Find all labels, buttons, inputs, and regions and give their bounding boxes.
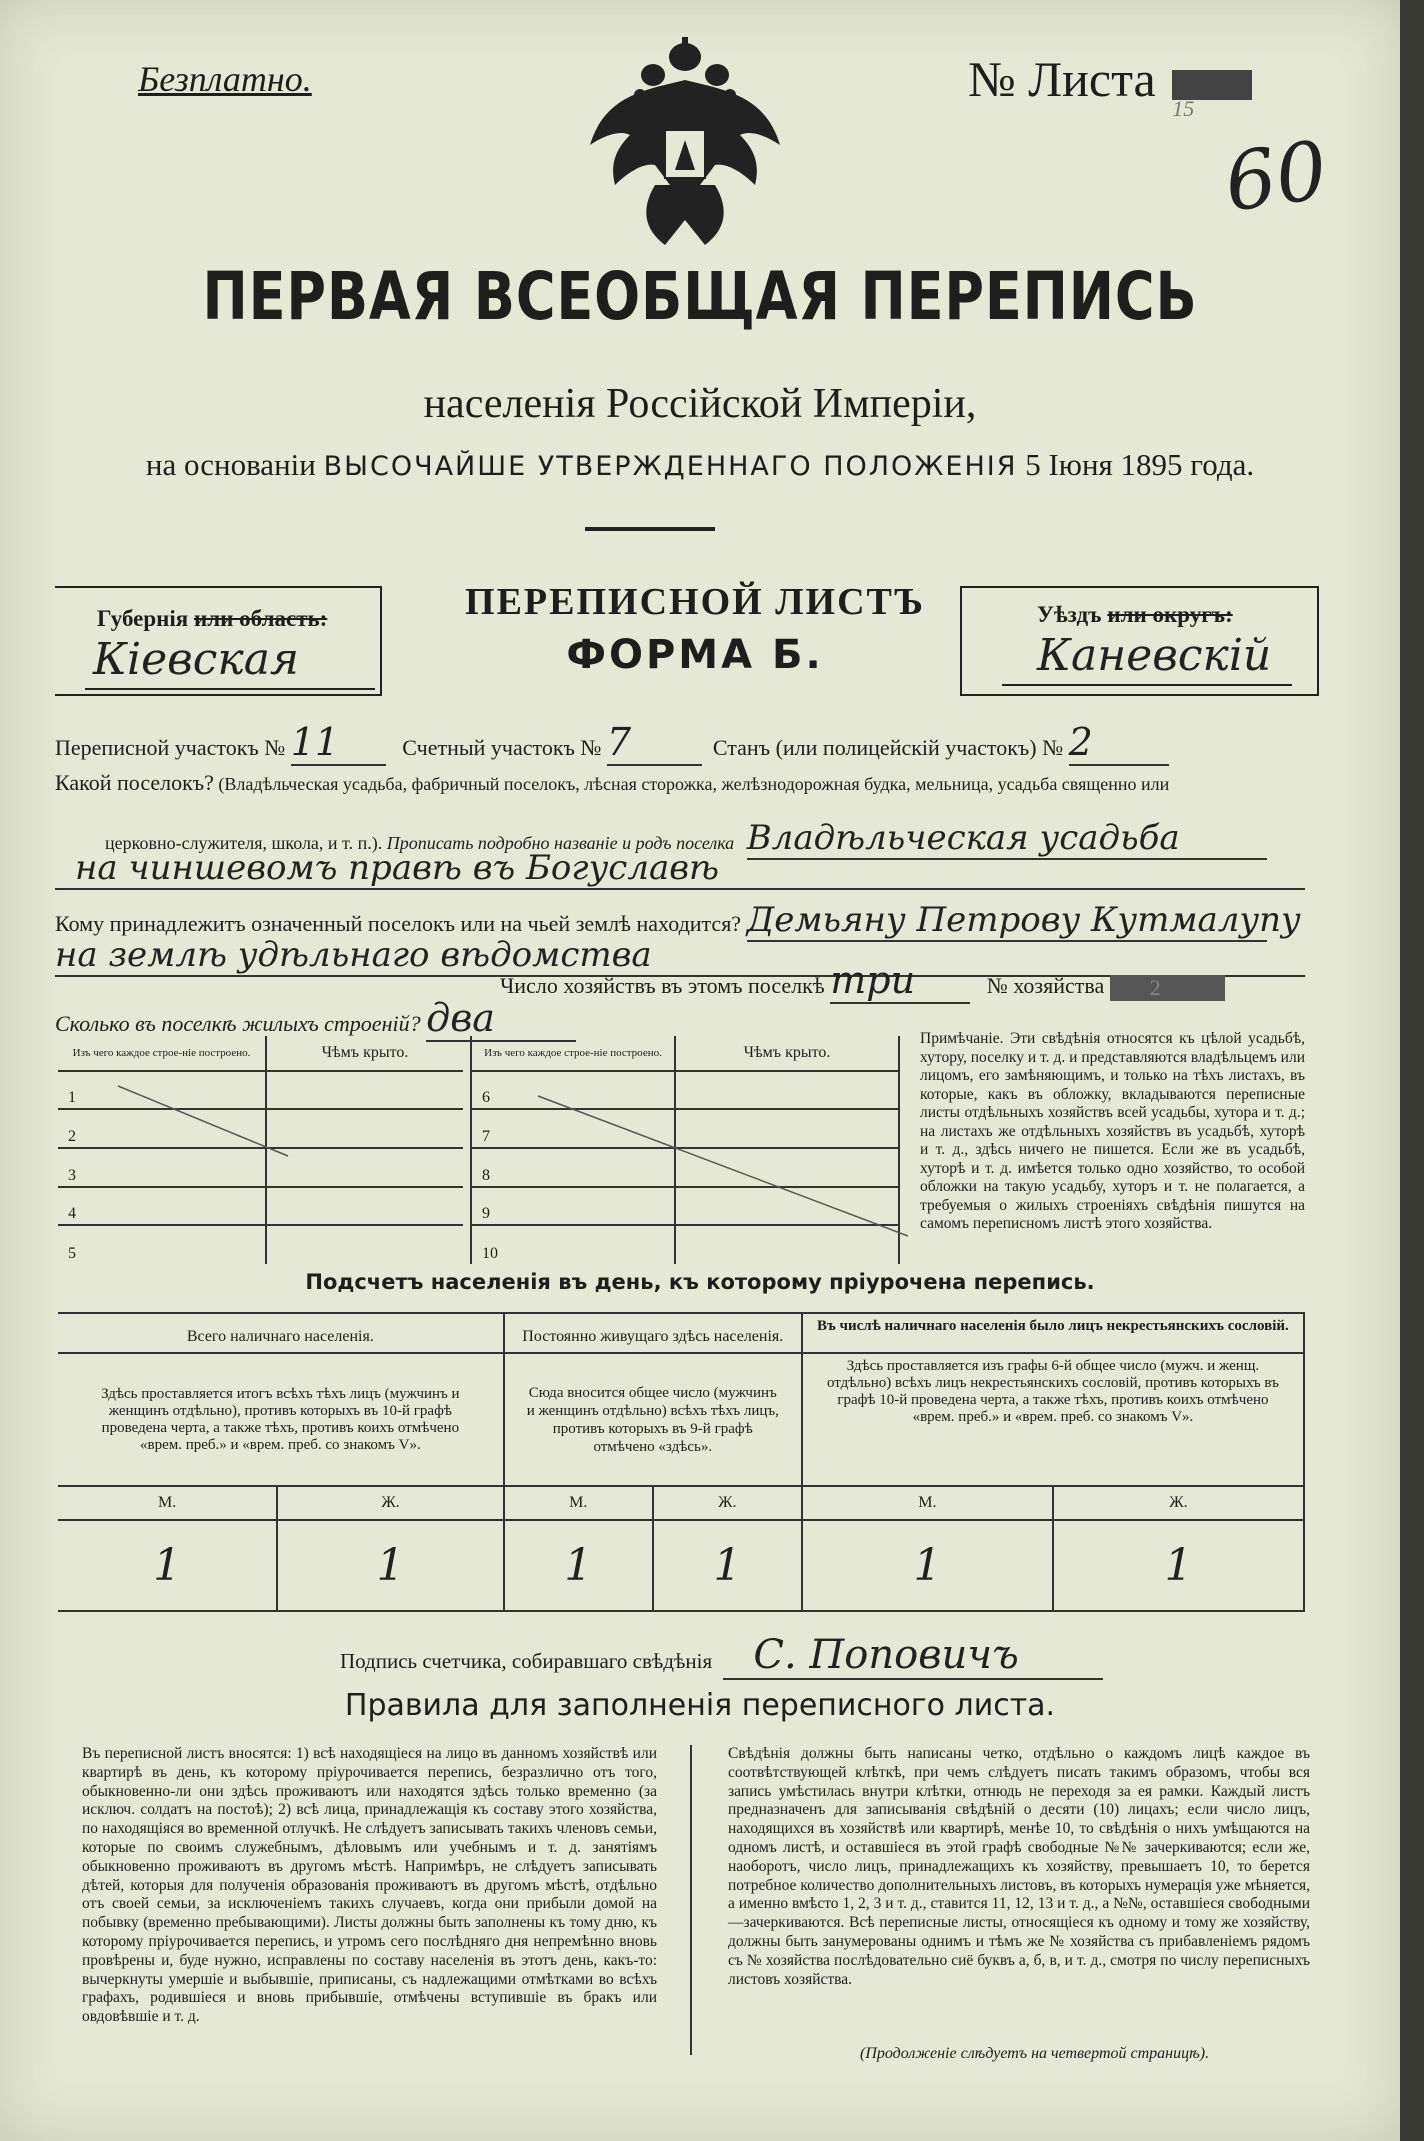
owner-line: Кому принадлежитъ означенный поселокъ или на чьей землѣ находится? Демьяну Петрову Кутмалупу xyxy=(55,900,1301,940)
buildings-row-number: 6 xyxy=(471,1071,675,1110)
legal-basis-line: на основаніи ВЫСОЧАЙШЕ УТВЕРЖДЕННАГО ПОЛОЖЕНІЯ 5 Іюня 1895 года. xyxy=(145,447,1255,482)
population-table: Всего наличнаго населенія. Постоянно живущаго здѣсь населенія. Въ числѣ наличнаго населенія было лицъ некрестьянскихъ сословій. Здѣсь проставляется итогъ всѣхъ тѣхъ лицъ (мужчинъ и женщинъ отдѣльно), противъ которыхъ въ 10-й графѣ проведена черта, а также тѣхъ, противъ коихъ отмѣчено «врем. преб.» и «врем. преб. со знакомъ V». Сюда вносится общее число (мужчинъ и женщинъ отдѣльно) всѣхъ тѣхъ лицъ, противъ которыхъ въ 9-й графѣ отмѣчено «здѣсь». Здѣсь проставляется изъ графы 6-й общее число (мужч. и женщ. отдѣльно) всѣхъ лицъ некрестьянскихъ сословій, противъ которыхъ въ графѣ 10-й проведена черта, а также тѣхъ, противъ коихъ отмѣчено «врем. преб.» и «врем. преб. со знакомъ V». М. Ж. М. Ж. М. Ж. 1 1 1 1 1 1 xyxy=(58,1312,1305,1612)
buildings-row-number: 3 xyxy=(58,1148,266,1187)
buildings-row-number: 4 xyxy=(58,1187,266,1226)
rules-heading: Правила для заполненія переписного листа. xyxy=(344,1688,1056,1723)
households-value: три xyxy=(830,958,916,1002)
form-name: ПЕРЕПИСНОЙ ЛИСТЪ xyxy=(465,581,925,623)
col3-desc: Здѣсь проставляется изъ графы 6-й общее число (мужч. и женщ. отдѣльно) всѣхъ лицъ некрестьянскихъ сословій, противъ которыхъ въ графѣ 10-й проведена черта, а также тѣхъ, противъ коихъ отмѣчено «врем. преб.» и «врем. преб. со знакомъ V». xyxy=(802,1353,1304,1486)
sheet-number-value: 15 xyxy=(1172,70,1252,100)
imperial-eagle-crest-icon xyxy=(585,35,785,250)
rules-left-column: Въ переписной листъ вносятся: 1) всѣ находящіеся на лицо въ данномъ хозяйствѣ или квартирѣ въ день, къ которому пріурочивается перепись, безразлично отъ того, обыкновенно-ли они здѣсь проживаютъ или находятся здѣсь только временно (за исключ. солдатъ на постоѣ); 2) всѣ лица, принадлежащія къ составу этого хозяйства, по находящіяся во временной отлучкѣ. Не слѣдуетъ записывать такихъ членовъ семьи, которые по своимъ служебнымъ, дѣловымъ или учебнымъ и т. д. занятіямъ обыкновенно проживаютъ въ другомъ мѣстѣ. Напримѣръ, не слѣдуетъ записывать дѣтей, которыя для полученія образованія проживаютъ въ другомъ мѣстѣ, отдѣльно отъ своей семьи, за исключеніемъ такихъ случаевъ, когда они прибыли домой на побывку (временно пребывающими). Листы должны быть заполнены къ тому дню, къ которому пріурочивается перепись, и утромъ сего послѣдняго дня непремѣнно вновь провѣрены и, буде нужно, исправлены по составу населенія въ этотъ день, какъ-то: вычеркнуты умершіе и выбывшіе, приписаны, съ надлежащими отмѣтками во всѣхъ графахъ, родившіеся и вновь прибывшіе, отмѣчены вступившіе въ бракъ или овдовѣвшіе и т. д. xyxy=(82,1745,657,2026)
margin-handwritten-number: 60 xyxy=(1219,123,1333,230)
rules-right-column: Свѣдѣнія должны быть написаны четко, отдѣльно о каждомъ лицѣ каждое въ соотвѣтствующей клѣткѣ, при чемъ слѣдуетъ писать такимъ образомъ, чтобы вся запись умѣстилась внутри клѣтки, отнюдь не переходя за ея рамки. Каждый листъ предназначенъ для записыванія свѣдѣній о десяти (10) лицахъ; если число лицъ, находящихся въ хозяйствѣ или квартирѣ, менѣе 10, то свѣдѣнія о нихъ умѣщаются на одномъ листѣ, и оставшіеся въ этой графѣ свободные №№ зачеркиваются; если же, наоборотъ, число лицъ, принадлежащихъ къ хозяйству, превышаетъ 10, то берется потребное количество дополнительныхъ листовъ, въ которыхъ нумерація уже мѣняется, а именно вмѣсто 1, 2, 3 и т. д., ставится 11, 12, 13 и т. д., а №№, оставшіеся свободными—зачеркиваются. Всѣ переписные листы, относящіеся къ одному и тому же хозяйству, должны быть занумерованы однимъ и тѣмъ же № хозяйства съ прибавленіемъ рядомъ съ № хозяйства послѣдовательно сиё буквъ а, б, в, и т. д., смотря по числу переписныхъ листовъ хозяйства. xyxy=(728,1745,1310,1988)
main-title: ПЕРВАЯ ВСЕОБЩАЯ ПЕРЕПИСЬ xyxy=(202,258,1198,335)
sheet-number xyxy=(968,50,1252,121)
buildings-table-right: Изъ чего каждое строе-ніе построено. Чѣмъ крыто. 6 7 8 9 10 xyxy=(470,1036,900,1264)
signature-value: С. Поповичъ xyxy=(753,1632,1019,1678)
col2-desc: Сюда вносится общее число (мужчинъ и женщинъ отдѣльно) всѣхъ тѣхъ лицъ, противъ которыхъ въ 9-й графѣ отмѣчено «здѣсь». xyxy=(504,1353,802,1486)
gubernia-label: Губернія или область: xyxy=(97,606,328,631)
buildings-strike-lines xyxy=(58,1036,908,1266)
form-number: ФОРМА Б. xyxy=(566,632,824,678)
rules-divider xyxy=(690,1745,692,2055)
gubernia-value: Кіевская xyxy=(93,634,300,685)
gubernia-box xyxy=(55,586,382,696)
settlement-value-1: Владѣльческая усадьба xyxy=(746,818,1180,858)
buildings-row-number: 10 xyxy=(471,1225,675,1264)
buildings-row-number: 9 xyxy=(471,1187,675,1226)
col3-title: Въ числѣ наличнаго населенія было лицъ некрестьянскихъ сословій. xyxy=(802,1313,1304,1353)
buildings-row-number: 7 xyxy=(471,1109,675,1148)
stan-value: 2 xyxy=(1068,720,1093,764)
sheet-number-label: № Листа xyxy=(968,51,1156,107)
uezd-value: Каневскій xyxy=(1037,630,1272,681)
uezd-label: Уѣздъ или округъ: xyxy=(1037,602,1233,627)
buildings-row-number: 5 xyxy=(58,1225,266,1264)
value-nonpeasant-zh: 1 xyxy=(1053,1520,1304,1611)
buildings-table-left: Изъ чего каждое строе-ніе построено. Чѣмъ крыто. 1 2 3 4 5 xyxy=(58,1036,463,1264)
form-title xyxy=(435,580,955,678)
subtitle: населенія Россійской Имперіи, xyxy=(423,381,977,427)
value-total-zh: 1 xyxy=(277,1520,503,1611)
buildings-row-number: 8 xyxy=(471,1148,675,1187)
col1-desc: Здѣсь проставляется итогъ всѣхъ тѣхъ лицъ (мужчинъ и женщинъ отдѣльно), противъ которыхъ въ 10-й графѣ проведена черта, а также тѣхъ, противъ коихъ отмѣчено «врем. преб.» и «врем. преб. со знакомъ V». xyxy=(58,1353,504,1486)
population-heading: Подсчетъ населенія въ день, къ которому пріурочена перепись. xyxy=(305,1270,1095,1294)
value-nonpeasant-m: 1 xyxy=(802,1520,1053,1611)
household-number-redacted: 2 xyxy=(1110,975,1225,1001)
census-area-value: 11 xyxy=(290,720,340,764)
settlement-value-2: на чиншевомъ правѣ въ Богуславѣ xyxy=(75,848,720,888)
owner-value-1: Демьяну Петрову Кутмалупу xyxy=(746,900,1301,940)
buildings-line: Сколько въ поселкѣ жилыхъ строеній? два xyxy=(55,996,576,1042)
col1-title: Всего наличнаго населенія. xyxy=(58,1313,504,1353)
owner-value-2: на землѣ удѣльнаго вѣдомства xyxy=(55,935,652,975)
signature-line: Подпись счетчика, собиравшаго свѣдѣнія С. Поповичъ xyxy=(340,1632,1103,1680)
count-area-value: 7 xyxy=(606,720,632,764)
buildings-row-number: 1 xyxy=(58,1071,266,1110)
title-divider xyxy=(585,527,715,531)
census-area-line: Переписной участокъ № 11 Счетный участокъ № 7 Станъ (или полицейскій участокъ) № 2 xyxy=(55,720,1169,766)
buildings-row-number: 2 xyxy=(58,1109,266,1148)
buildings-value: два xyxy=(426,996,495,1040)
note-text: Примѣчаніе. Эти свѣдѣнія относятся къ цѣлой усадьбѣ, хутору, поселку и т. д. и представляются владѣльцемъ или лицомъ, его замѣняющимъ, и только на тѣхъ листахъ, въ которые, какъ въ обложку, вкладываются переписные листы отдѣльныхъ хозяйствъ всей усадьбы, хутора и т. д.; на листахъ же отдѣльныхъ хозяйствъ въ усадьбѣ, хуторѣ и т. д., здѣсь ничего не пишется. Если же въ усадьбѣ, хуторѣ и т. д. имѣется только одно хозяйство, то особой обложки на такую усадьбу, хуторъ и т. не полагается, а требуемыя о жилыхъ строеніяхъ свѣдѣнія пишутся на самомъ переписномъ листѣ этого хозяйства. xyxy=(920,1030,1305,1232)
households-line: Число хозяйствъ въ этомъ поселкѣ три № хозяйства 2 xyxy=(500,958,1225,1004)
gratis-label: Безплатно. xyxy=(138,59,312,99)
settlement-line-2 xyxy=(55,848,1305,890)
settlement-instruction: церковно-служителя, школа, и т. п.). Прописать подробно названіе и родъ поселка Владѣльческая усадьба xyxy=(105,818,1267,860)
continuation-note: (Продолженіе слѣдуетъ на четвертой страницѣ). xyxy=(860,2045,1210,2062)
value-resident-m: 1 xyxy=(504,1520,653,1611)
uezd-box xyxy=(960,586,1319,696)
settlement-question: Какой поселокъ? (Владѣльческая усадьба, фабричный поселокъ, лѣсная сторожка, желѣзнодорожная будка, мельница, усадьба священно или xyxy=(55,770,1170,795)
value-total-m: 1 xyxy=(58,1520,277,1611)
region-header-row xyxy=(55,580,1315,692)
value-resident-zh: 1 xyxy=(653,1520,802,1611)
col2-title: Постоянно живущаго здѣсь населенія. xyxy=(504,1313,802,1353)
